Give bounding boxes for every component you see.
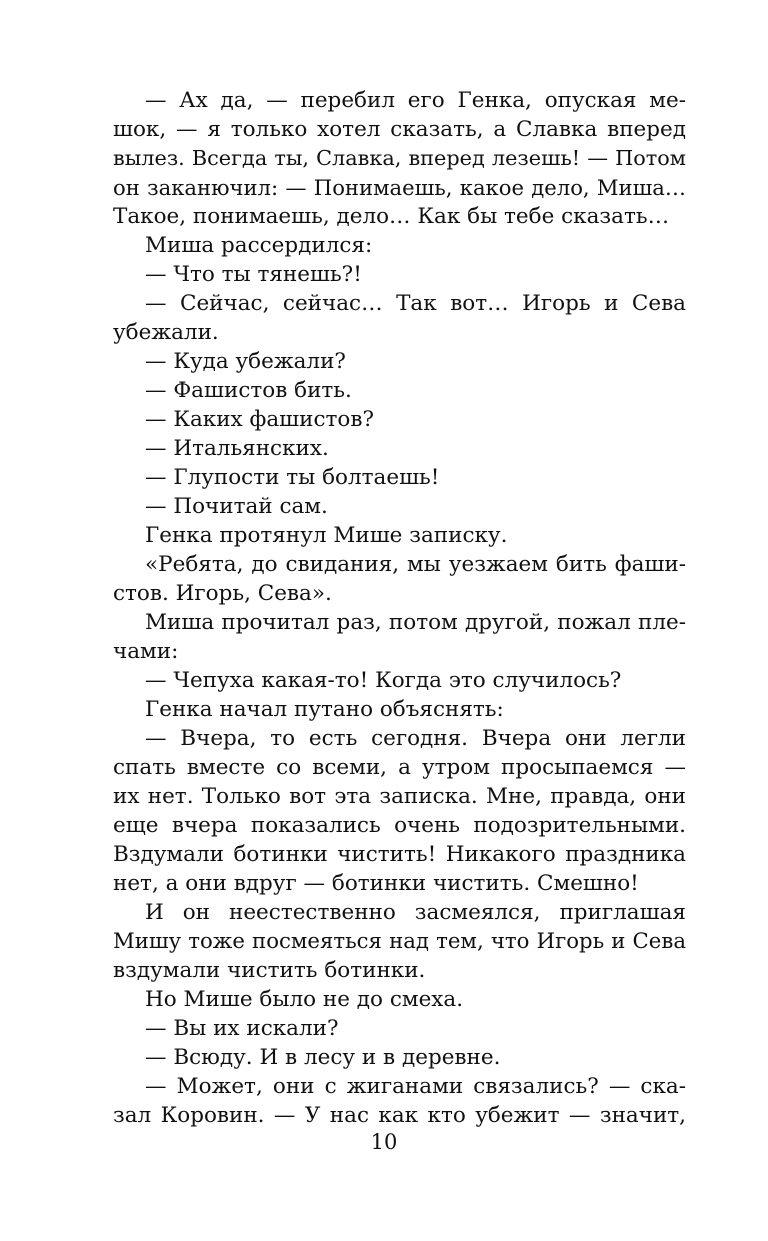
text-line: — Всюду. И в лесу и в деревне. [145,1045,501,1070]
text-line: Но Мише было не до смеха. [145,987,464,1012]
text-line: Миша рассердился: [145,233,373,258]
text-line: — Чепуха какая-то! Когда это случилось? [145,668,622,693]
text-line: «Ребята, до свидания, мы уезжаем бить фаши- [145,552,686,577]
text-line: — Что ты тянешь?! [145,262,362,287]
text-line: их нет. Только вот эта записка. Мне, правда, они [113,784,686,809]
text-line: — Вы их искали? [145,1016,339,1041]
text-line: — Итальянских. [145,436,329,461]
text-line: Вздумали ботинки чистить! Никакого праздника [113,842,686,867]
text-line: — Почитай сам. [145,494,328,519]
text-line: Миша прочитал раз, потом другой, пожал пле- [145,610,686,635]
text-line: еще вчера показались очень подозрительными. [113,813,686,838]
text-line: — Вчера, то есть сегодня. Вчера они легли [145,726,686,751]
text-line: вылез. Всегда ты, Славка, вперед лезешь! — Потом [113,146,686,170]
text-line: — Каких фашистов? [145,407,374,432]
text-line: зал Коровин. — У нас как кто убежит — значит, [113,1103,686,1128]
text-line: чами: [113,639,179,664]
text-line: шок, — я только хотел сказать, а Славка вперед [113,117,686,142]
text-line: — Куда убежали? [145,349,346,374]
text-line: нет, а они вдруг — ботинки чистить. Смешно! [113,871,639,896]
text-line: Такое, понимаешь, дело… Как бы тебе сказать… [113,204,670,229]
page-number: 10 [370,1130,398,1154]
text-line: — Может, они с жиганами связались? — ска- [145,1074,686,1099]
text-line: Генка протянул Мише записку. [145,523,508,548]
text-line: спать вместе со всеми, а утром просыпаемся — [113,755,686,780]
text-line: вздумали чистить ботинки. [113,958,426,983]
text-line: он заканючил: — Понимаешь, какое дело, Миша… [113,175,686,200]
text-line: стов. Игорь, Сева». [113,581,332,606]
text-line: Генка начал путано объяснять: [145,697,504,722]
body-text [113,86,686,1130]
text-line: Мишу тоже посмеяться над тем, что Игорь и Сева [113,929,686,954]
text-line: И он неестественно засмеялся, приглашая [145,900,686,925]
text-line: — Фашистов бить. [145,378,352,403]
text-line: — Ах да, — перебил его Генка, опуская ме- [145,88,686,113]
text-line: убежали. [113,320,219,345]
text-line: — Глупости ты болтаешь! [145,465,440,490]
text-line: — Сейчас, сейчас… Так вот… Игорь и Сева [145,291,686,316]
